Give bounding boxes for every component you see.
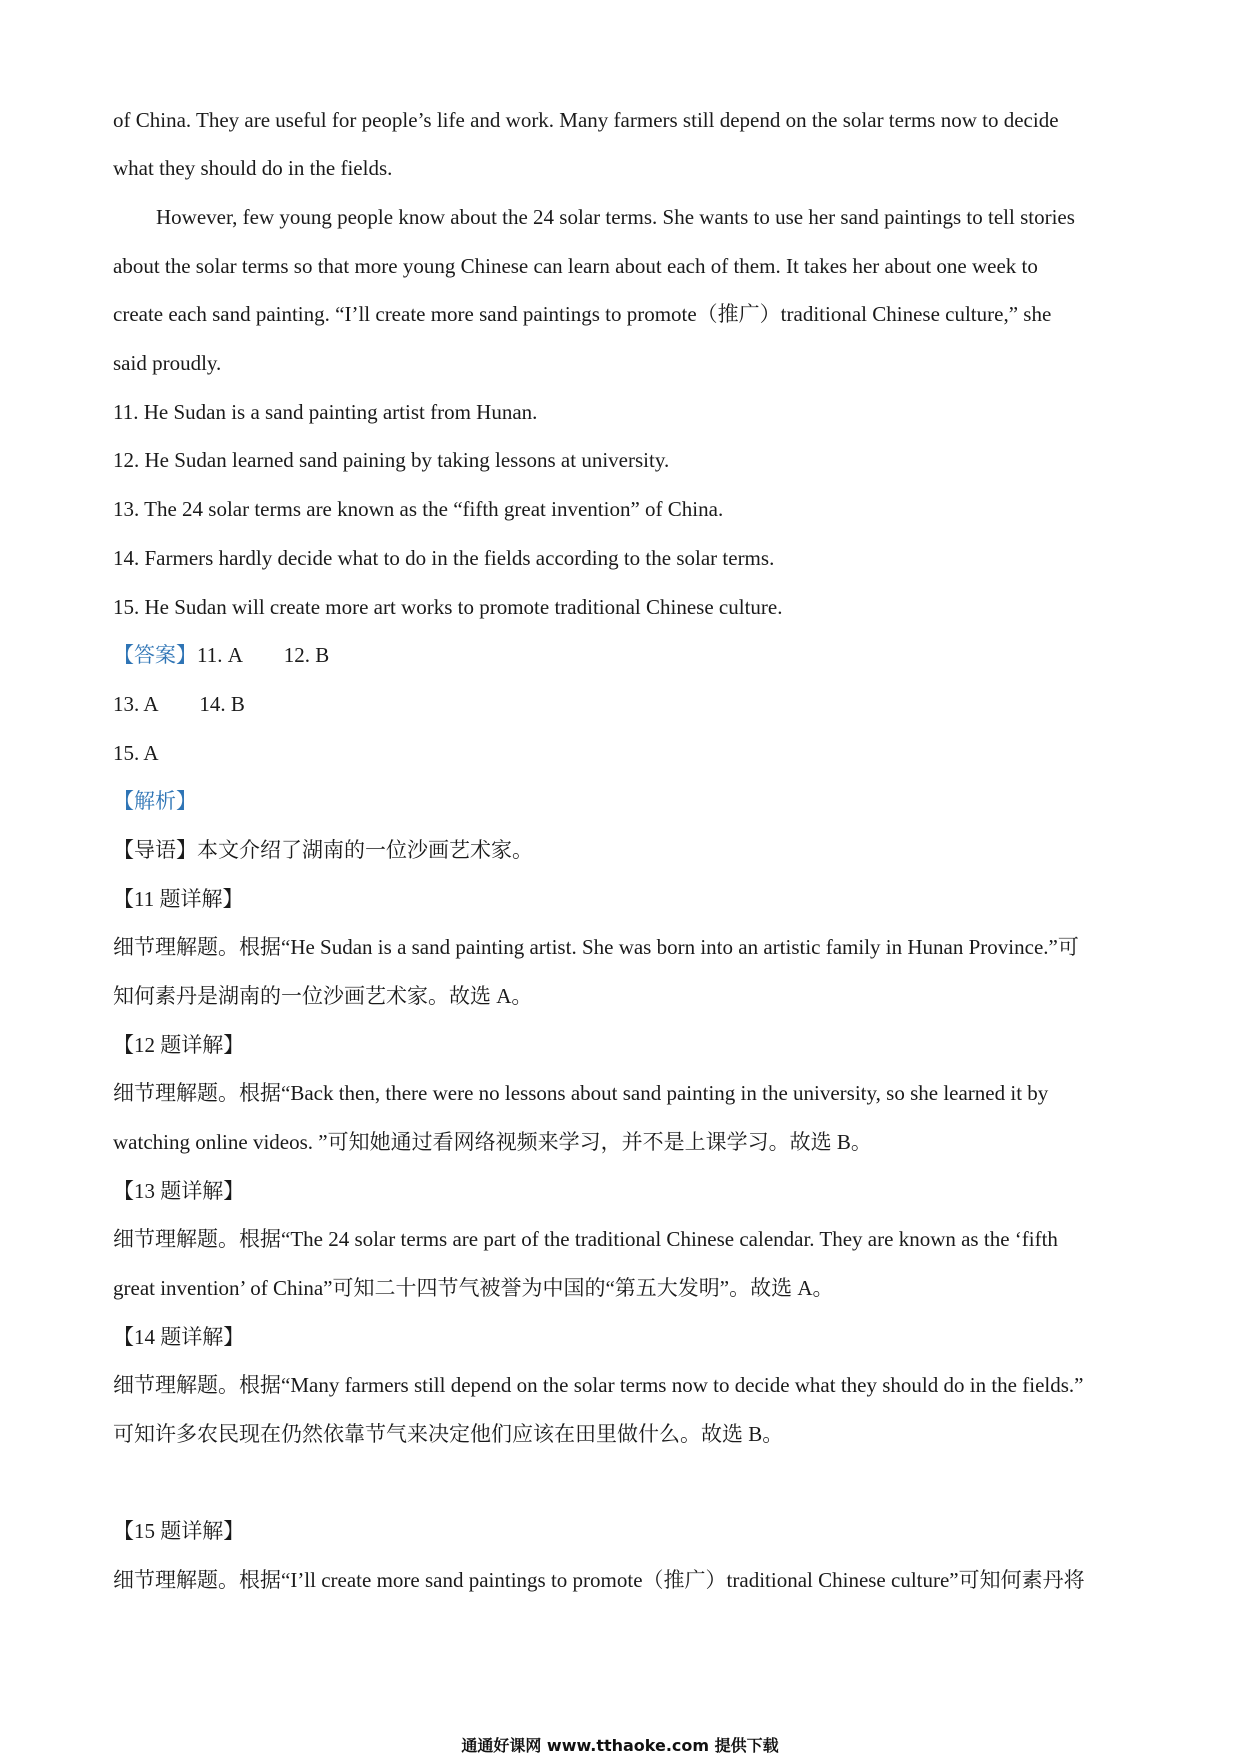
passage-line: about the solar terms so that more young Chinese can learn about each of them. It takes her about one week to xyxy=(113,254,1038,278)
q13-explanation: 细节理解题。根据“The 24 solar terms are part of the traditional Chinese calendar. They are known as the ‘fifth xyxy=(113,1227,1058,1251)
q12-explanation: 细节理解题。根据“Back then, there were no lessons about sand painting in the university, so she learned it by xyxy=(113,1081,1049,1105)
answer-row xyxy=(113,645,329,666)
passage-line: said proudly. xyxy=(113,351,222,375)
q14-explanation: 细节理解题。根据“Many farmers still depend on the solar terms now to decide what they should do in the fields.” xyxy=(113,1373,1084,1397)
q11-explanation: 细节理解题。根据“He Sudan is a sand painting artist. She was born into an artistic family in Hunan Province.”可 xyxy=(113,935,1079,959)
answer-values: 11. A 12. B xyxy=(197,643,330,667)
question-item: 14. Farmers hardly decide what to do in the fields according to the solar terms. xyxy=(113,546,775,570)
passage-line: create each sand painting. “I’ll create more sand paintings to promote（推广）traditional Chinese culture,” she xyxy=(113,302,1052,326)
q14-explanation: 可知许多农民现在仍然依靠节气来决定他们应该在田里做什么。故选 B。 xyxy=(113,1422,784,1446)
analysis-label: 【解析】 xyxy=(113,789,197,813)
answer-row: 15. A xyxy=(113,741,159,765)
q12-explanation: watching online videos. ”可知她通过看网络视频来学习，并不是上课学习。故选 B。 xyxy=(113,1130,872,1154)
question-item: 15. He Sudan will create more art works to promote traditional Chinese culture. xyxy=(113,595,783,619)
answer-row: 13. A 14. B xyxy=(113,692,245,716)
q11-explanation: 知何素丹是湖南的一位沙画艺术家。故选 A。 xyxy=(113,984,533,1008)
passage-line: However, few young people know about the 24 solar terms. She wants to use her sand paintings to tell stories xyxy=(156,205,1075,229)
q11-heading: 【11 题详解】 xyxy=(113,887,244,911)
question-item: 13. The 24 solar terms are known as the “fifth great invention” of China. xyxy=(113,497,724,521)
q13-explanation: great invention’ of China”可知二十四节气被誉为中国的“第五大发明”。故选 A。 xyxy=(113,1276,834,1300)
q14-heading: 【14 题详解】 xyxy=(113,1325,245,1349)
answer-label: 【答案】 xyxy=(113,643,197,667)
question-item: 11. He Sudan is a sand painting artist from Hunan. xyxy=(113,400,538,424)
q15-heading: 【15 题详解】 xyxy=(113,1519,245,1543)
q15-explanation: 细节理解题。根据“I’ll create more sand paintings to promote（推广）traditional Chinese culture”可知何素丹将 xyxy=(113,1568,1085,1592)
question-item: 12. He Sudan learned sand paining by taking lessons at university. xyxy=(113,448,670,472)
footer-watermark: 通通好课网 www.tthaoke.com 提供下载 xyxy=(461,1736,779,1755)
analysis-intro: 【导语】本文介绍了湖南的一位沙画艺术家。 xyxy=(113,838,533,862)
passage-line: of China. They are useful for people’s life and work. Many farmers still depend on the solar terms now to decide xyxy=(113,108,1059,132)
passage-line: what they should do in the fields. xyxy=(113,156,393,180)
q12-heading: 【12 题详解】 xyxy=(113,1033,245,1057)
q13-heading: 【13 题详解】 xyxy=(113,1179,245,1203)
